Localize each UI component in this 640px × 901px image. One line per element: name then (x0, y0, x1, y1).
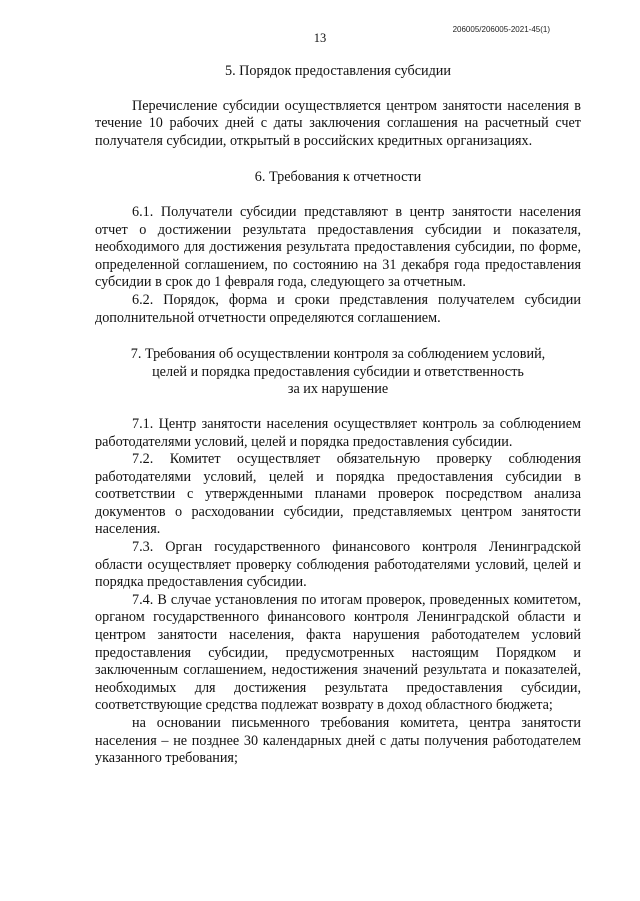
section-7-heading-line-3: за их нарушение (287, 381, 389, 398)
paragraph-7-1: 7.1. Центр занятости населения осуществляет контроль за соблюдением работодателями условий, целей и порядка предоставления субсидии. (95, 415, 581, 450)
paragraph-6-2: 6.2. Порядок, форма и сроки представления получателем субсидии дополнительной отчетности определяются соглашением. (95, 291, 581, 326)
section-5-paragraph: Перечисление субсидии осуществляется центром занятости населения в течение 10 рабочих дней с даты заключения соглашения на расчетный счет получателя субсидии, открытый в российских кредитных организациях. (95, 97, 581, 149)
paragraph-7-2: 7.2. Комитет осуществляет обязательную проверку соблюдения работодателями условий, целей и порядка предоставления субсидии в соответствии с утвержденными планами проверок посредством анализа документов о расходовании субсидии, представляемых центром занятости населения. (95, 451, 581, 538)
section-7-heading-line-2: целей и порядка предоставления субсидии и ответственность (152, 363, 524, 380)
document-body (95, 63, 581, 768)
paragraph-7-3: 7.3. Орган государственного финансового контроля Ленинградской области осуществляет проверку соблюдения работодателями условий, целей и порядка предоставления субсидии. (95, 539, 581, 591)
spacer (95, 327, 581, 346)
paragraph-7-4: 7.4. В случае установления по итогам проверок, проведенных комитетом, органом государственного финансового контроля Ленинградской области и центром занятости населения, факта нарушения работодателем условий предоставления субсидии, предусмотренных настоящим Порядком и заключенным соглашением, недостижения значений результата и показателей, необходимых для достижения результата предоставления субсидии, соответствующие средства подлежат возврату в доход областного бюджета; (95, 591, 581, 714)
spacer (95, 187, 581, 204)
page-number: 13 (313, 31, 327, 45)
section-5-heading: 5. Порядок предоставления субсидии (224, 63, 451, 79)
section-6-heading: 6. Требования к отчетности (254, 169, 422, 186)
paragraph-6-1: 6.1. Получатели субсидии представляют в центр занятости населения отчет о достижении результата предоставления субсидии и показателя, необходимого для достижения результата предоставления субсидии, по форме, определенной соглашением, по состоянию на 31 декабря года предоставления субсидии в срок до 1 февраля года, следующего за отчетным. (95, 203, 581, 291)
spacer (95, 150, 581, 169)
spacer (95, 399, 581, 416)
paragraph-7-4-continuation: на основании письменного требования комитета, центра занятости населения – не позднее 30 календарных дней с даты получения работодателем указанного требования; (95, 715, 581, 767)
spacer (95, 81, 581, 98)
section-7-heading-line-1: 7. Требования об осуществлении контроля за соблюдением условий, (130, 346, 546, 363)
document-number: 206005/206005-2021-45(1) (452, 25, 550, 34)
